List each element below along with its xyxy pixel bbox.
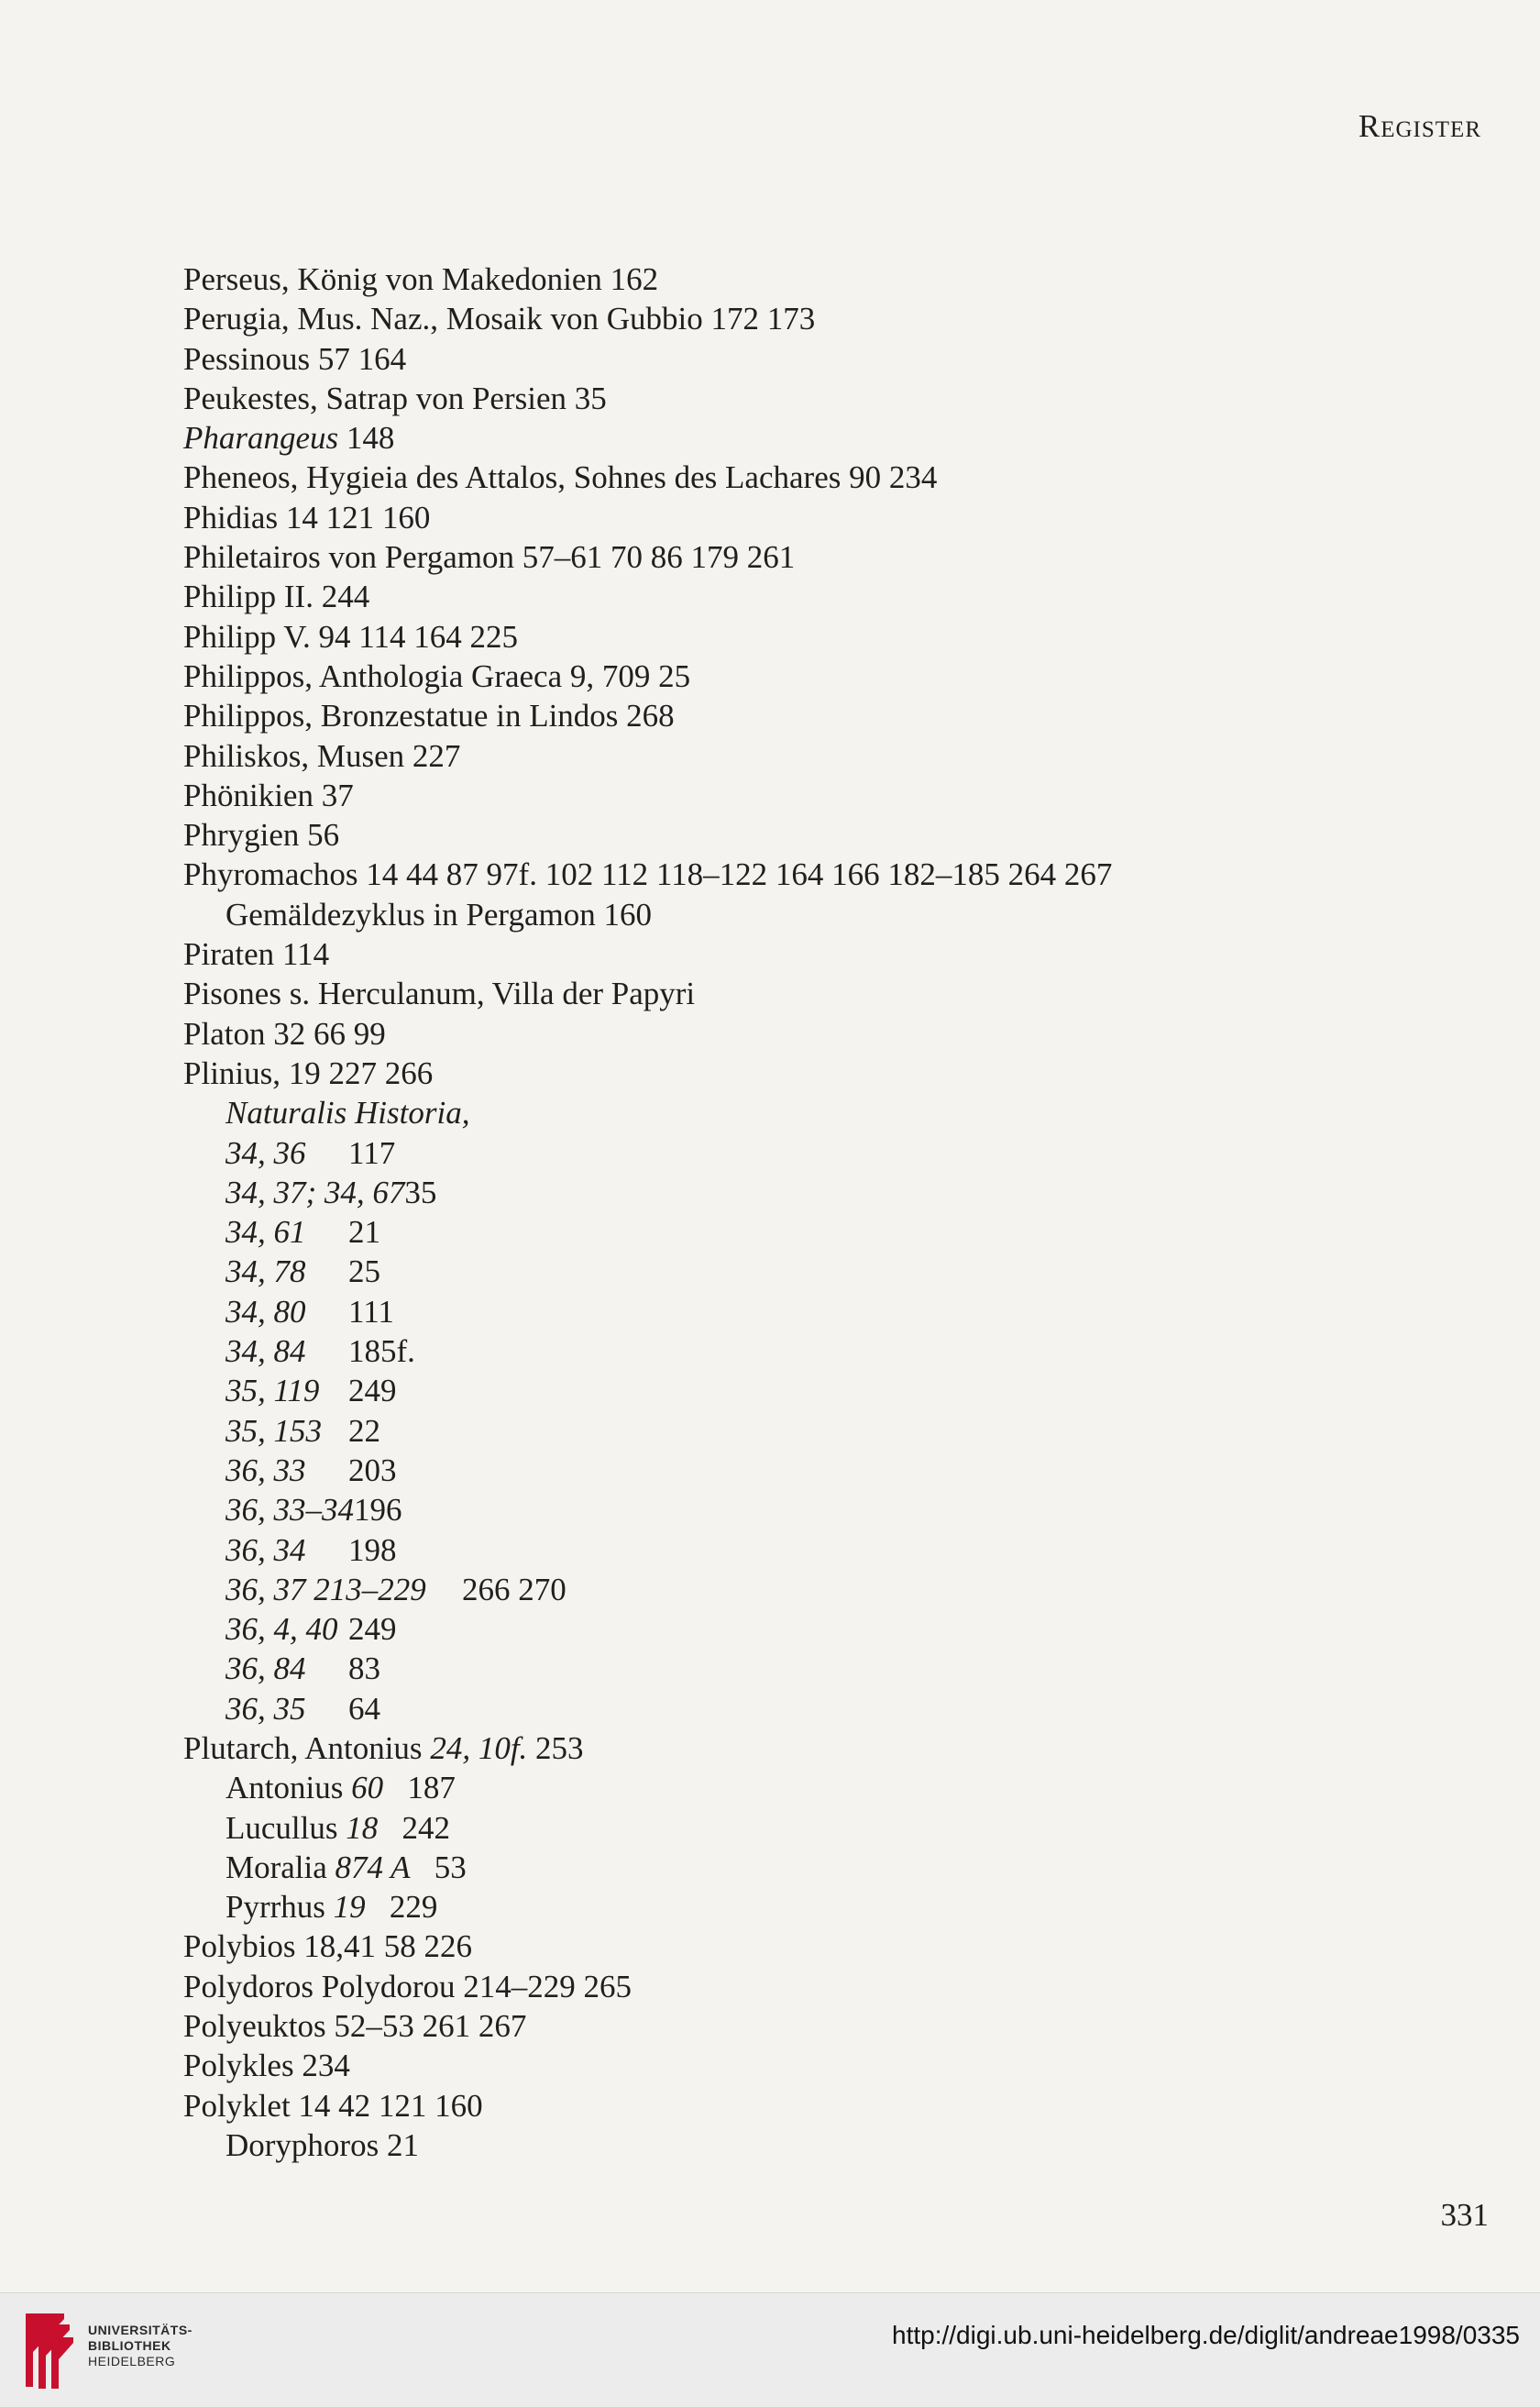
entry-italic-text: Pharangeus xyxy=(183,420,339,457)
entry-text: Plinius, 19 227 266 xyxy=(183,1054,434,1091)
page-references: 249 xyxy=(348,1373,397,1409)
index-entry xyxy=(183,339,1283,379)
citation-reference: 35, 119 xyxy=(226,1373,320,1409)
index-subentry xyxy=(183,1331,1283,1371)
entry-text: Antonius xyxy=(226,1770,352,1806)
entry-text: Polyeuktos 52–53 261 267 xyxy=(183,2008,527,2045)
citation-reference: 36, 33–34 xyxy=(226,1492,354,1529)
page-references: 83 xyxy=(348,1651,380,1687)
library-name xyxy=(88,2323,192,2369)
entry-pages: 229 xyxy=(365,1889,438,1926)
entry-text: Phrygien 56 xyxy=(183,817,340,854)
index-entry xyxy=(183,617,1283,657)
index-entry xyxy=(183,736,1283,776)
index-entry xyxy=(183,2086,1283,2125)
entry-pages: 253 xyxy=(527,1729,584,1766)
citation-reference: 36, 33 xyxy=(226,1452,306,1488)
citation-reference: 35, 153 xyxy=(226,1412,322,1449)
citation-reference: 36, 37 213–229 xyxy=(226,1571,426,1607)
page-references: 35 xyxy=(404,1174,437,1210)
entry-text: Plutarch, Antonius xyxy=(183,1729,431,1766)
entry-text: Gemäldezyklus in Pergamon 160 xyxy=(226,896,652,933)
index-entry xyxy=(183,577,1283,616)
index-entry xyxy=(183,934,1283,974)
index-subentry xyxy=(183,1570,1283,1609)
entry-text: Polykles 234 xyxy=(183,2048,350,2084)
entry-text: Philipp V. 94 114 164 225 xyxy=(183,618,518,655)
entry-text: Philetairos von Pergamon 57–61 70 86 179 261 xyxy=(183,539,796,576)
entry-pages: 53 xyxy=(410,1849,467,1885)
index-entry xyxy=(183,815,1283,855)
citation-reference: 36, 84 xyxy=(226,1651,306,1687)
index-subentry xyxy=(183,1173,1283,1212)
index-entry xyxy=(183,1014,1283,1054)
index-entry xyxy=(183,657,1283,696)
entry-text: Doryphoros 21 xyxy=(226,2126,419,2163)
entry-text: Polydoros Polydorou 214–229 265 xyxy=(183,1968,632,2004)
index-entry xyxy=(183,1967,1283,2006)
source-url-link[interactable]: http://digi.ub.uni-heidelberg.de/diglit/andreae1998/0335 xyxy=(892,2321,1520,2349)
entry-text: Philippos, Bronzestatue in Lindos 268 xyxy=(183,698,675,734)
entry-text: Phidias 14 121 160 xyxy=(183,499,431,536)
index-subentry xyxy=(183,1133,1283,1173)
running-header: Register xyxy=(1358,108,1481,144)
index-entry xyxy=(183,1728,1283,1768)
entry-text: Phönikien 37 xyxy=(183,777,354,813)
index-subentry xyxy=(183,1649,1283,1688)
entry-text: Lucullus xyxy=(226,1809,346,1846)
page-references: 64 xyxy=(348,1690,380,1727)
index-subentry xyxy=(183,1609,1283,1649)
library-logo-icon xyxy=(16,2306,77,2394)
index-entry xyxy=(183,259,1283,299)
entry-pages: 148 xyxy=(338,420,395,457)
entry-text: Pheneos, Hygieia des Attalos, Sohnes des Lachares 90 234 xyxy=(183,459,938,496)
citation-reference: 34, 37; 34, 67 xyxy=(226,1174,405,1210)
page-references: 198 xyxy=(348,1531,397,1568)
entry-italic-text: 874 A xyxy=(335,1849,411,1885)
entry-text: Piraten 114 xyxy=(183,936,330,973)
entry-pages: 187 xyxy=(383,1770,456,1806)
page-references: 203 xyxy=(348,1452,397,1488)
index-subentry xyxy=(183,1689,1283,1728)
page-references: 22 xyxy=(348,1412,380,1449)
index-entry xyxy=(183,498,1283,537)
entry-text: Polyklet 14 42 121 160 xyxy=(183,2087,483,2124)
entry-text: Moralia xyxy=(226,1849,336,1885)
page-references: 266 270 xyxy=(462,1571,566,1607)
index-entry xyxy=(183,458,1283,497)
citation-reference: 34, 80 xyxy=(226,1293,306,1330)
library-name-line2: BIBLIOTHEK xyxy=(88,2338,171,2353)
entry-italic-text: Naturalis Historia, xyxy=(226,1095,470,1132)
page-references: 111 xyxy=(348,1293,394,1330)
page-references: 185f. xyxy=(348,1333,415,1370)
entry-text: Pyrrhus xyxy=(226,1889,334,1926)
entry-text: Polybios 18,41 58 226 xyxy=(183,1928,473,1965)
index-subentry xyxy=(183,895,1283,934)
entry-text: Phyromachos 14 44 87 97f. 102 112 118–122 164 166 182–185 264 267 xyxy=(183,856,1113,893)
page-number: 331 xyxy=(1440,2197,1489,2233)
citation-reference: 36, 34 xyxy=(226,1531,306,1568)
page-references: 196 xyxy=(354,1492,402,1529)
index-subentry xyxy=(183,2125,1283,2165)
page-references: 117 xyxy=(348,1134,396,1171)
index-subentry xyxy=(183,1808,1283,1848)
entry-text: Pisones s. Herculanum, Villa der Papyri xyxy=(183,976,696,1012)
index-entry xyxy=(183,379,1283,418)
index-entry xyxy=(183,537,1283,577)
index-subentry xyxy=(183,1093,1283,1132)
index-entry xyxy=(183,696,1283,735)
index-entry xyxy=(183,418,1283,458)
index-entry xyxy=(183,855,1283,894)
citation-reference: 34, 36 xyxy=(226,1134,306,1171)
citation-reference: 36, 4, 40 xyxy=(226,1611,338,1648)
citation-reference: 34, 61 xyxy=(226,1214,306,1251)
index-entry xyxy=(183,2006,1283,2046)
entry-text: Perseus, König von Makedonien 162 xyxy=(183,261,659,297)
entry-text: Philipp II. 244 xyxy=(183,579,370,615)
index-entry xyxy=(183,299,1283,338)
index-subentry xyxy=(183,1490,1283,1529)
entry-italic-text: 19 xyxy=(333,1889,366,1926)
index-subentry xyxy=(183,1848,1283,1887)
entry-italic-text: 60 xyxy=(351,1770,384,1806)
index-entry xyxy=(183,1927,1283,1966)
index-subentry xyxy=(183,1887,1283,1927)
footer-bar xyxy=(0,2292,1540,2407)
index-entry xyxy=(183,974,1283,1013)
page-references: 21 xyxy=(348,1214,380,1251)
entry-italic-text: 24, 10f. xyxy=(430,1729,528,1766)
entry-text: Perugia, Mus. Naz., Mosaik von Gubbio 172 173 xyxy=(183,301,816,337)
entry-italic-text: 18 xyxy=(346,1809,379,1846)
index-subentry xyxy=(183,1768,1283,1807)
entry-text: Philippos, Anthologia Graeca 9, 709 25 xyxy=(183,657,691,694)
index-entry xyxy=(183,1054,1283,1093)
index-entry-list xyxy=(183,259,1283,2165)
index-subentry xyxy=(183,1212,1283,1252)
index-entry xyxy=(183,776,1283,815)
entry-text: Peukestes, Satrap von Persien 35 xyxy=(183,380,607,416)
index-subentry xyxy=(183,1451,1283,1490)
citation-reference: 34, 78 xyxy=(226,1253,306,1290)
index-subentry xyxy=(183,1292,1283,1331)
index-subentry xyxy=(183,1411,1283,1451)
citation-reference: 34, 84 xyxy=(226,1333,306,1370)
citation-reference: 36, 35 xyxy=(226,1690,306,1727)
entry-pages: 242 xyxy=(378,1809,450,1846)
entry-text: Platon 32 66 99 xyxy=(183,1015,386,1052)
entry-text: Philiskos, Musen 227 xyxy=(183,737,461,774)
index-subentry xyxy=(183,1530,1283,1570)
index-subentry xyxy=(183,1371,1283,1410)
library-name-line1: UNIVERSITÄTS- xyxy=(88,2323,192,2337)
entry-text: Pessinous 57 164 xyxy=(183,340,407,377)
library-name-line3: HEIDELBERG xyxy=(88,2354,176,2368)
page-references: 25 xyxy=(348,1253,380,1290)
page-references: 249 xyxy=(348,1611,397,1648)
index-entry xyxy=(183,2046,1283,2085)
index-subentry xyxy=(183,1252,1283,1291)
